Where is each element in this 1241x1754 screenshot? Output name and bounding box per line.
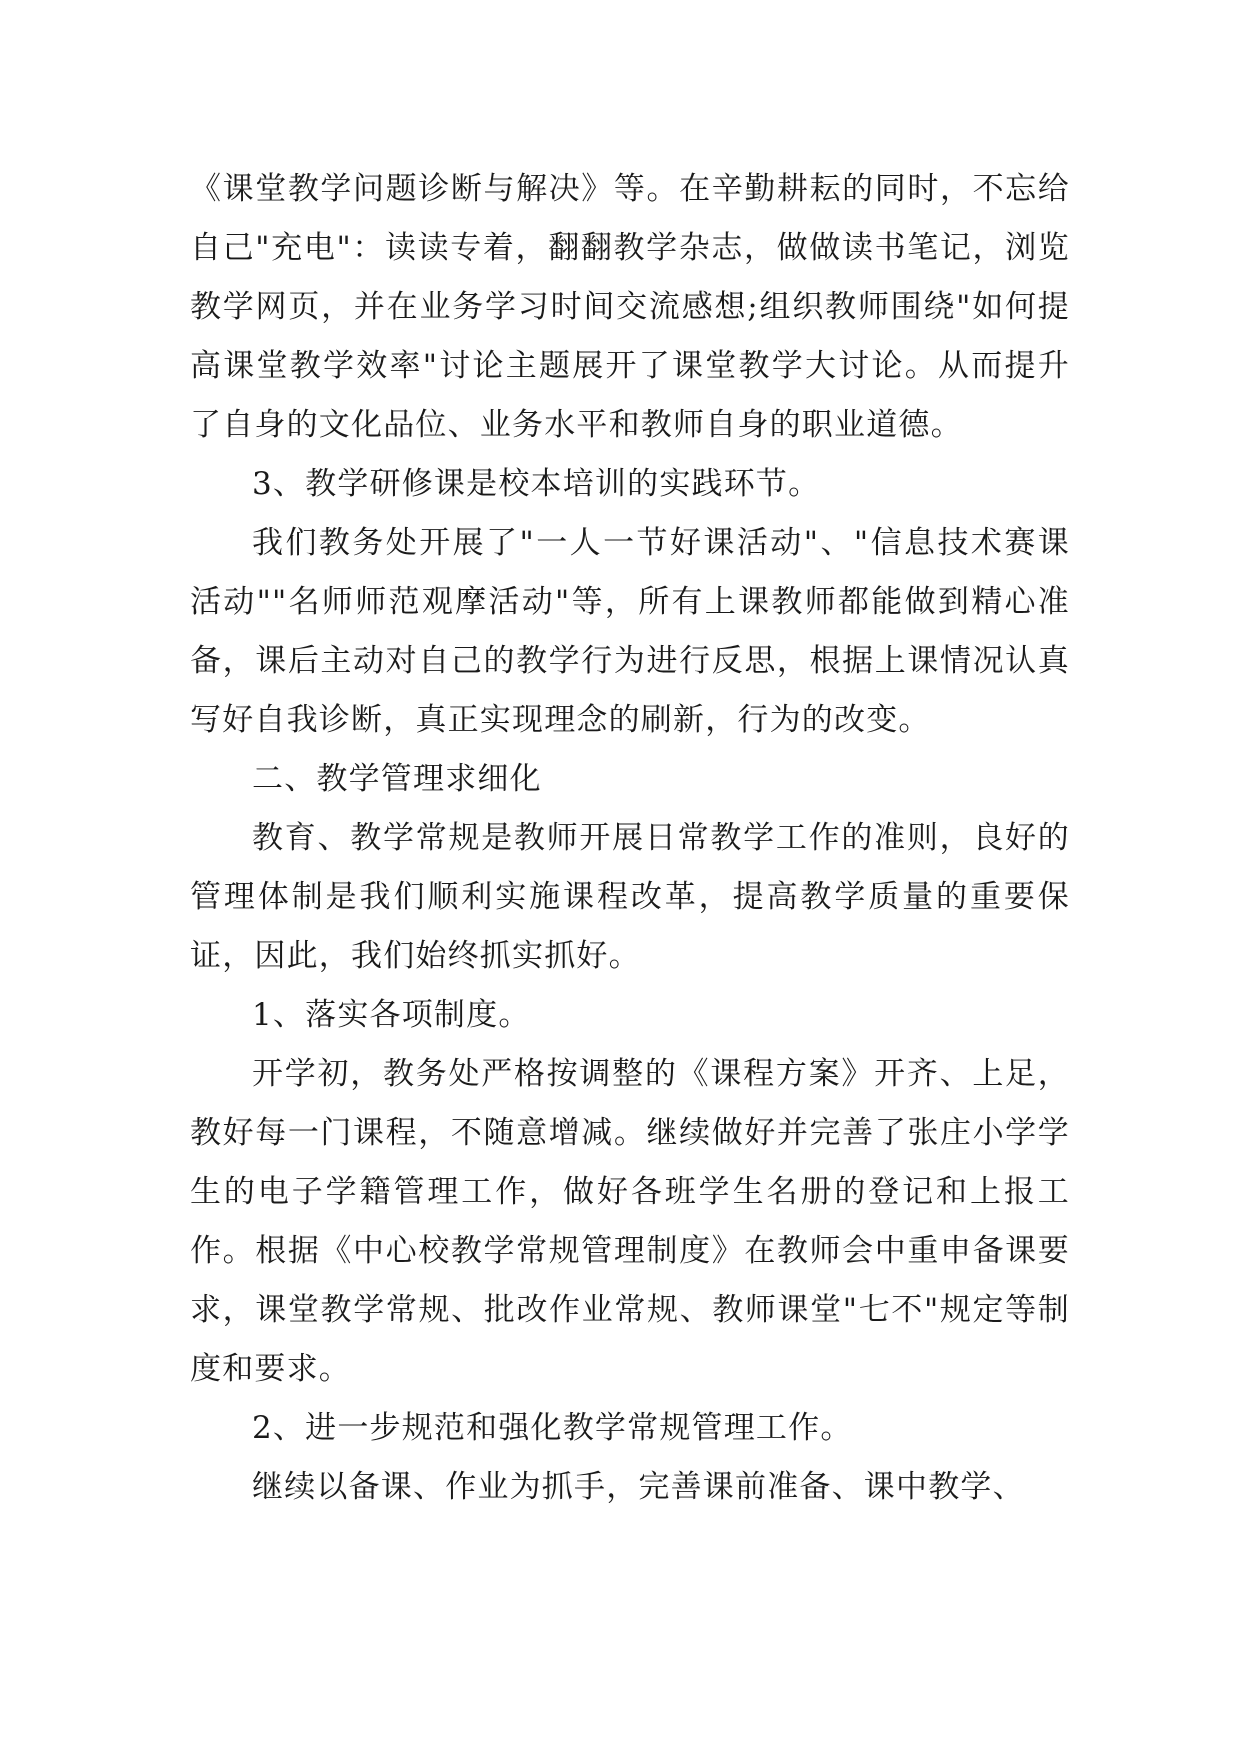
section-heading: 二、教学管理求细化 (252, 761, 542, 797)
paragraph-3: 我们教务处开展了"一人一节好课活动"、"信息技术赛课活动""名师师范观摩活动"等，所有上课教师都能做到精心准备，课后主动对自己的教学行为进行反思，根据上课情况认真写好自我诊断，真正实现理念的刷新，行为的改变。 (190, 525, 1070, 738)
paragraph-9: 继续以备课、作业为抓手，完善课前准备、课中教学、 (252, 1469, 1025, 1505)
paragraph-8: 2、进一步规范和强化教学常规管理工作。 (252, 1410, 853, 1446)
paragraph-2: 3、教学研修课是校本培训的实践环节。 (252, 466, 821, 502)
paragraph-7: 开学初，教务处严格按调整的《课程方案》开齐、上足，教好每一门课程，不随意增减。继续做好并完善了张庄小学学生的电子学籍管理工作，做好各班学生名册的登记和上报工作。根据《中心校教学常规管理制度》在教师会中重申备课要求，课堂教学常规、批改作业常规、教师课堂"七不"规定等制度和要求。 (190, 1056, 1070, 1387)
paragraph-5: 教育、教学常规是教师开展日常教学工作的准则，良好的管理体制是我们顺利实施课程改革，提高教学质量的重要保证，因此，我们始终抓实抓好。 (190, 820, 1070, 974)
paragraph-1: 《课堂教学问题诊断与解决》等。在辛勤耕耘的同时，不忘给自己"充电"：读读专着，翻翻教学杂志，做做读书笔记，浏览教学网页，并在业务学习时间交流感想;组织教师围绕"如何提高课堂教学效率"讨论主题展开了课堂教学大讨论。从而提升了自身的文化品位、业务水平和教师自身的职业道德。 (190, 171, 1070, 443)
document-body (190, 160, 1070, 1517)
paragraph-6: 1、落实各项制度。 (252, 997, 531, 1033)
